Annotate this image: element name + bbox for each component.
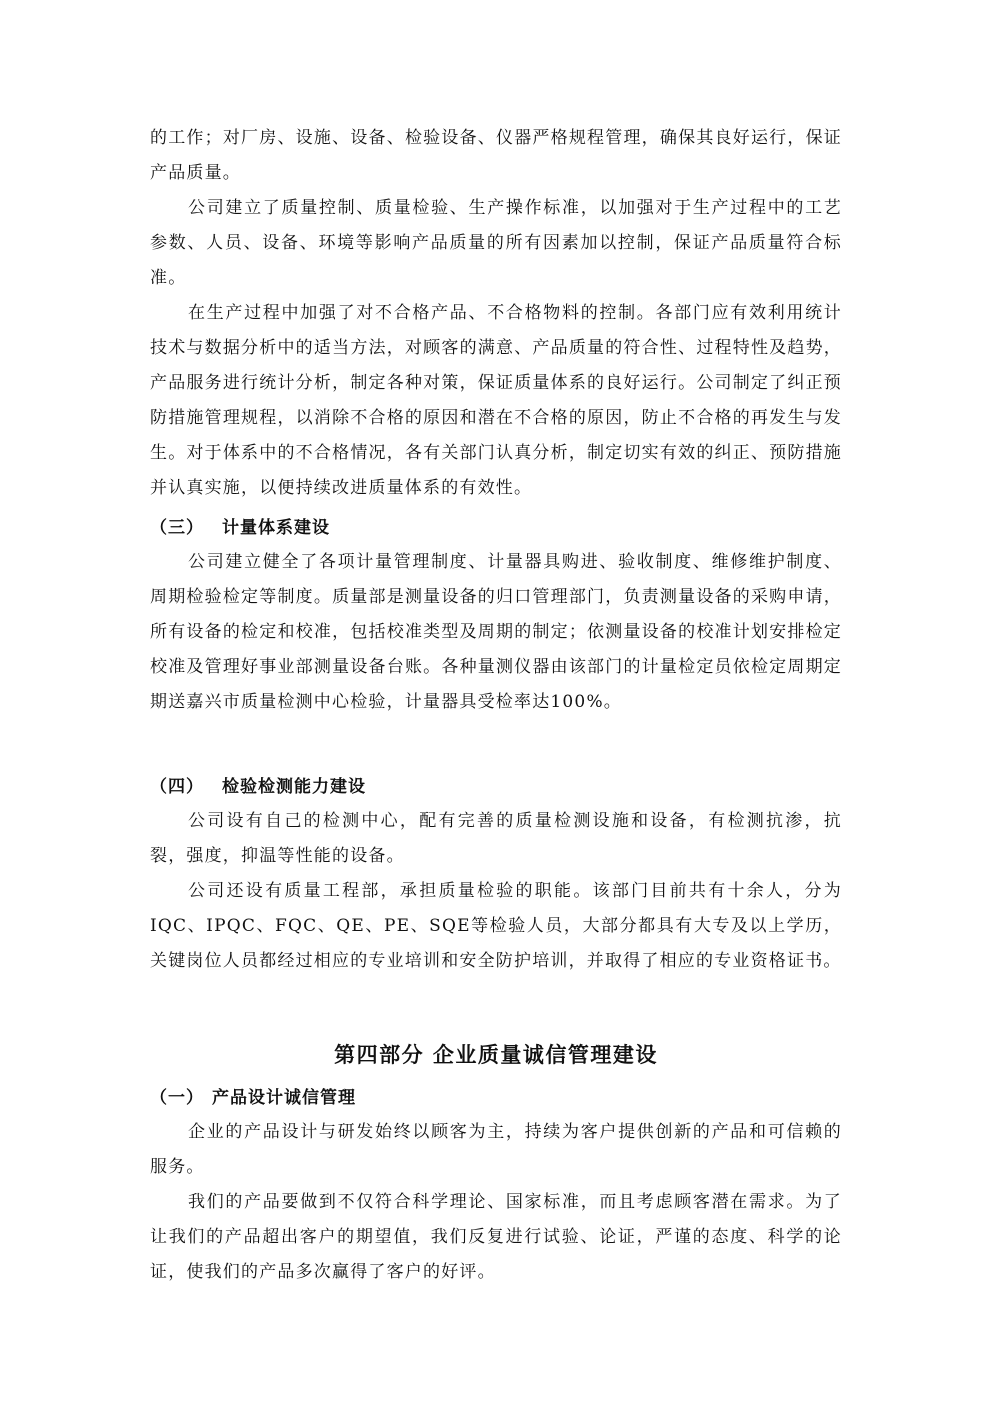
heading-number: （四）	[150, 777, 204, 797]
heading-text: 检验检测能力建设	[222, 777, 366, 797]
paragraph-nonconformance-control: 在生产过程中加强了对不合格产品、不合格物料的控制。各部门应有效利用统计技术与数据分析中的适当方法，对顾客的满意、产品质量的符合性、过程特性及趋势，产品服务进行统计分析，制定各种对策，保证质量体系的良好运行。公司制定了纠正预防措施管理规程，以消除不合格的原因和潜在不合格的原因，防止不合格的再发生与发生。对于体系中的不合格情况，各有关部门认真分析，制定切实有效的纠正、预防措施并认真实施，以便持续改进质量体系的有效性。	[150, 303, 842, 498]
heading-product-design-integrity	[150, 1084, 356, 1112]
heading-text: 产品设计诚信管理	[212, 1088, 356, 1108]
part-title: 第四部分 企业质量诚信管理建设	[334, 1043, 658, 1067]
paragraph-quality-standards: 公司建立了质量控制、质量检验、生产操作标准，以加强对于生产过程中的工艺参数、人员、设备、环境等影响产品质量的所有因素加以控制，保证产品质量符合标准。	[150, 198, 842, 288]
paragraph-metrology-management: 公司建立健全了各项计量管理制度、计量器具购进、验收制度、维修维护制度、周期检验检定等制度。质量部是测量设备的归口管理部门，负责测量设备的采购申请，所有设备的检定和校准，包括校准类型及周期的制定；依测量设备的校准计划安排检定校准及管理好事业部测量设备台账。各种量测仪器由该部门的计量检定员依检定周期定期送嘉兴市质量检测中心检验，计量器具受检率达100%。	[150, 552, 842, 712]
paragraph-testing-center: 公司设有自己的检测中心，配有完善的质量检测设施和设备，有检测抗渗，抗裂，强度，抑温等性能的设备。	[150, 811, 842, 866]
paragraph-quality-engineering-dept: 公司还设有质量工程部，承担质量检验的职能。该部门目前共有十余人，分为IQC、IPQC、FQC、QE、PE、SQE等检验人员，大部分都具有大专及以上学历，关键岗位人员都经过相应的专业培训和安全防护培训，并取得了相应的专业资格证书。	[150, 881, 842, 971]
paragraph-product-standards: 我们的产品要做到不仅符合科学理论、国家标准，而且考虑顾客潜在需求。为了让我们的产品超出客户的期望值，我们反复进行试验、论证，严谨的态度、科学的论证，使我们的产品多次赢得了客户的好评。	[150, 1192, 842, 1282]
heading-text: 计量体系建设	[222, 518, 330, 538]
heading-number: （三）	[150, 518, 204, 538]
heading-number: （一）	[150, 1088, 204, 1108]
paragraph-facility-management: 的工作；对厂房、设施、设备、检验设备、仪器严格规程管理，确保其良好运行，保证产品质量。	[150, 128, 842, 183]
heading-metrology-system	[150, 514, 330, 542]
paragraph-customer-focus: 企业的产品设计与研发始终以顾客为主，持续为客户提供创新的产品和可信赖的服务。	[150, 1122, 842, 1177]
heading-inspection-capability	[150, 773, 366, 801]
